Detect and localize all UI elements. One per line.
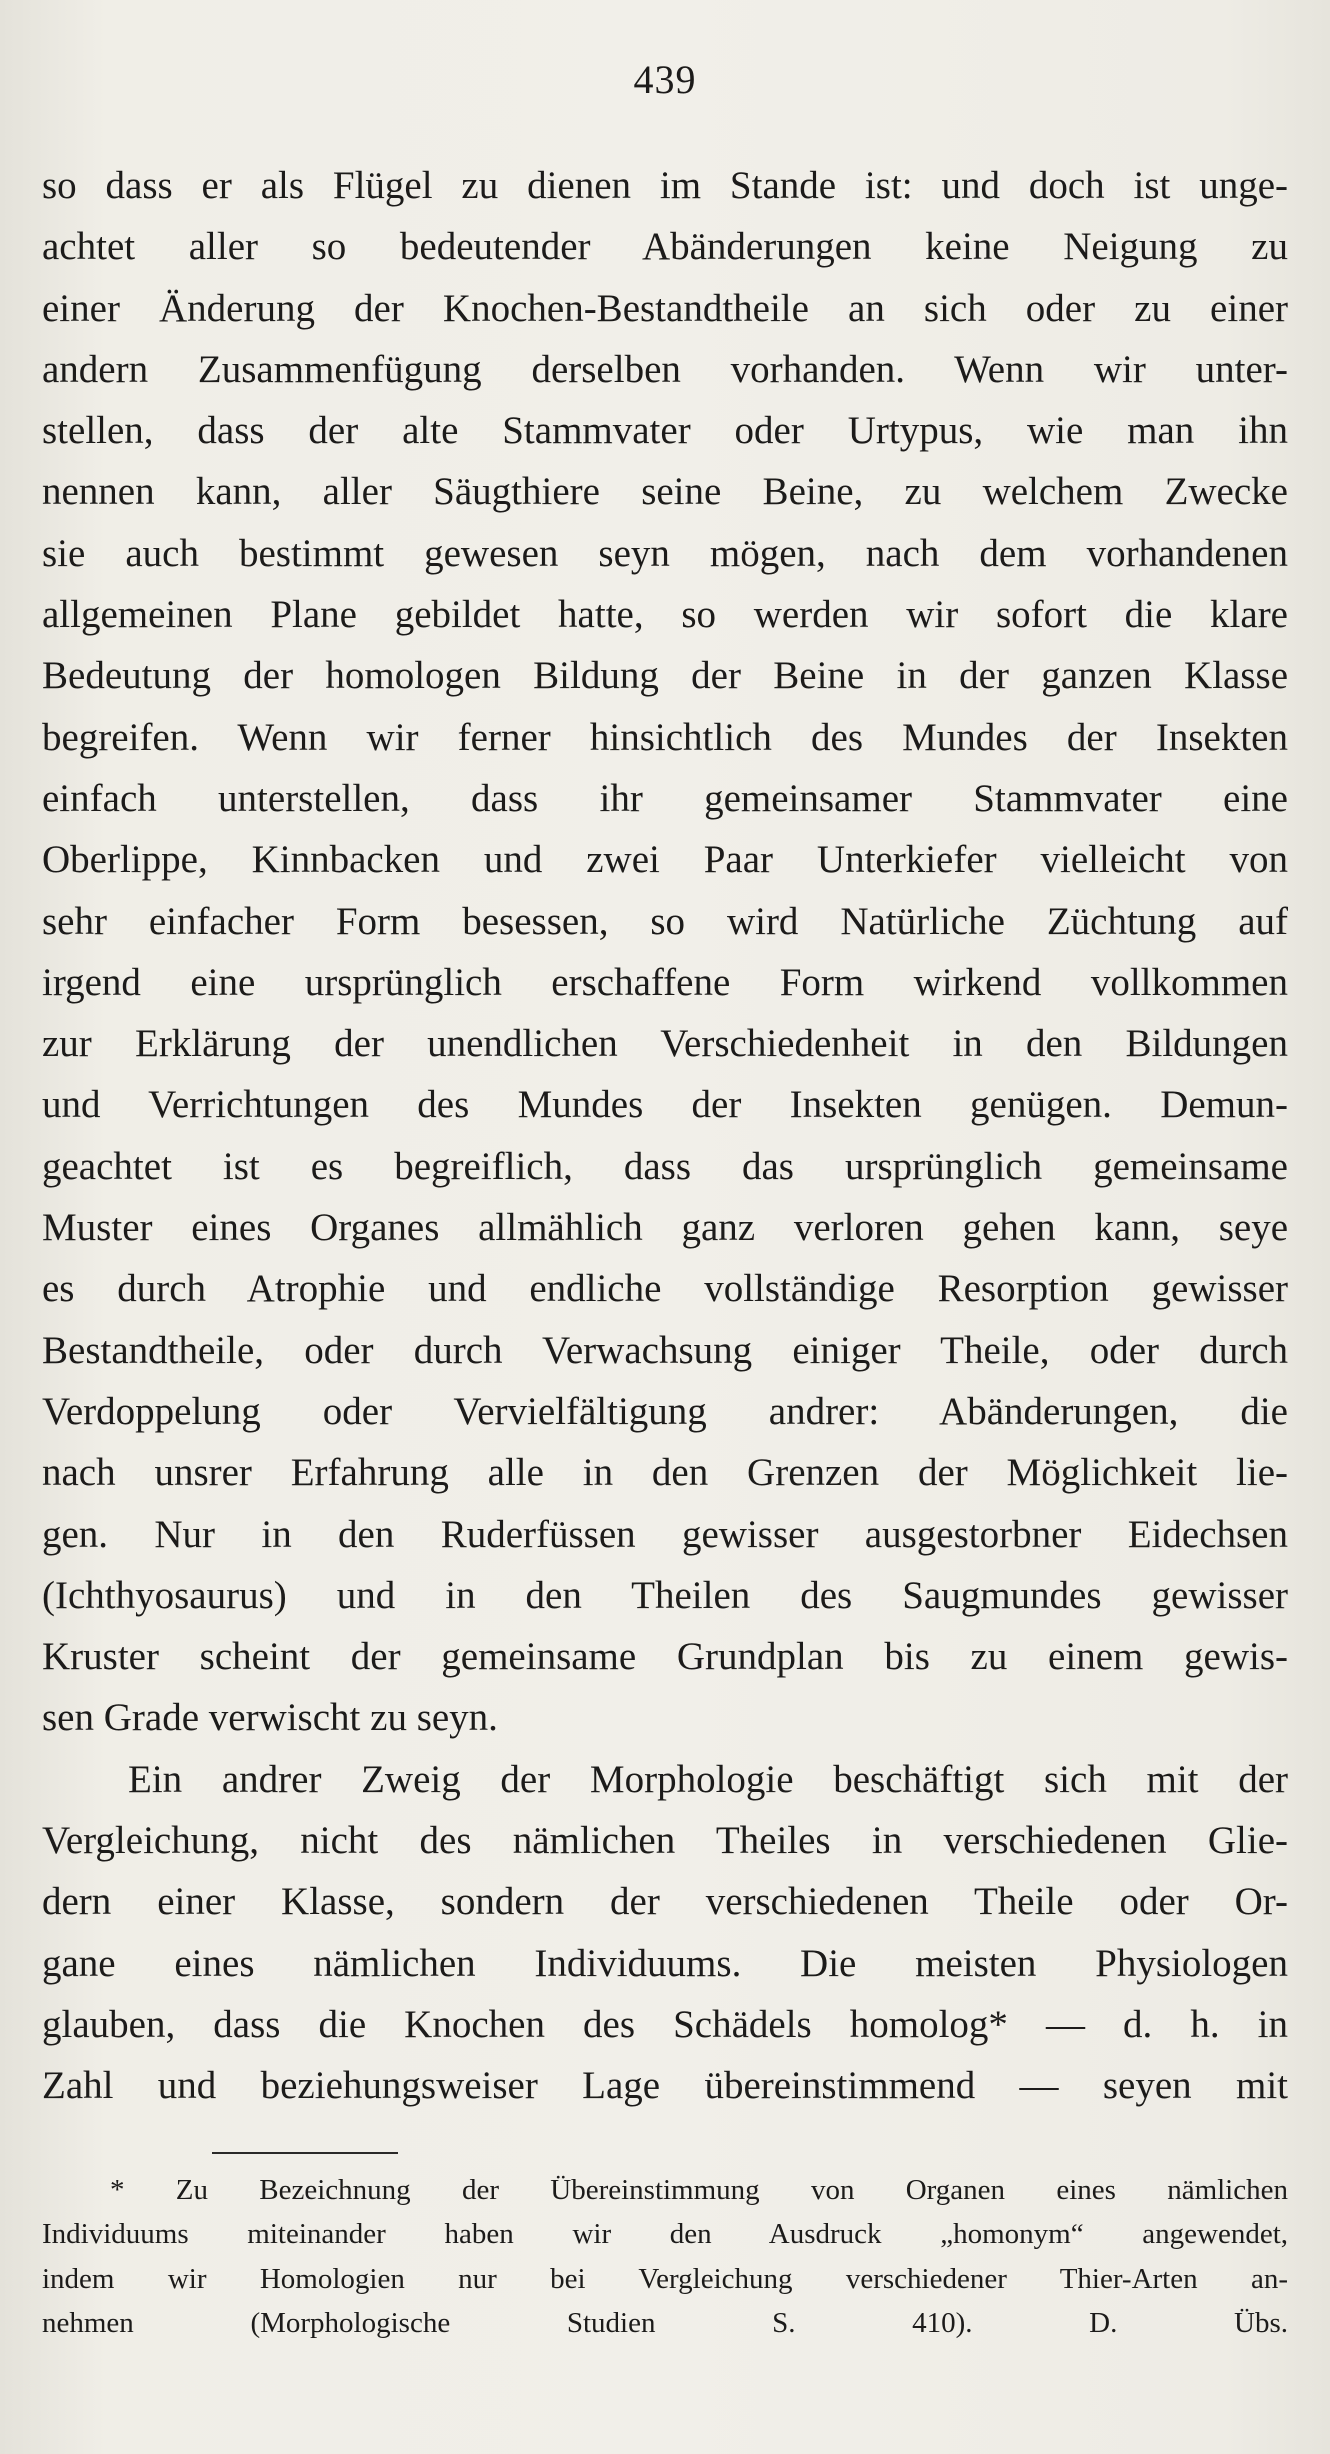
text-line: es durch Atrophie und endliche vollständige Resorption gewisser [42,1267,1288,1311]
page-number: 439 [633,57,697,102]
text-line: nach unsrer Erfahrung alle in den Grenzen der Möglichkeit lie- [42,1451,1288,1495]
text-line: (Ichthyosaurus) und in den Theilen des Saugmundes gewisser [42,1573,1288,1617]
text-line: begreifen. Wenn wir ferner hinsichtlich des Mundes der Insekten [42,715,1288,759]
footnote-divider [212,2152,398,2154]
text-line: einer Änderung der Knochen-Bestandtheile an sich oder zu einer [42,286,1288,330]
text-line: gen. Nur in den Ruderfüssen gewisser ausgestorbner Eidechsen [42,1512,1288,1556]
text-line: dern einer Klasse, sondern der verschiedenen Theile oder Or- [42,1880,1288,1924]
text-line: gane eines nämlichen Individuums. Die meisten Physiologen [42,1941,1288,1985]
text-line: Bestandtheile, oder durch Verwachsung einiger Theile, oder durch [42,1328,1288,1372]
text-line: Kruster scheint der gemeinsame Grundplan bis zu einem gewis- [42,1635,1288,1679]
text-line: stellen, dass der alte Stammvater oder Urtypus, wie man ihn [42,409,1288,453]
text-line: andern Zusammenfügung derselben vorhanden. Wenn wir unter- [42,347,1288,391]
text-line: sie auch bestimmt gewesen seyn mögen, nach dem vorhandenen [42,531,1288,575]
text-line: glauben, dass die Knochen des Schädels homolog* — d. h. in [42,2002,1288,2046]
text-line: allgemeinen Plane gebildet hatte, so werden wir sofort die klare [42,593,1288,637]
text-line: nennen kann, aller Säugthiere seine Beine, zu welchem Zwecke [42,470,1288,514]
text-line: so dass er als Flügel zu dienen im Stande ist: und doch ist unge- [42,164,1288,207]
text-line: irgend eine ursprünglich erschaffene Form wirkend vollkommen [42,960,1288,1004]
text-line: sen Grade verwischt zu seyn. [42,1696,498,1740]
text-line: Muster eines Organes allmählich ganz verloren gehen kann, seye [42,1206,1288,1250]
text-line: sehr einfacher Form besessen, so wird Natürliche Züchtung auf [42,899,1288,943]
footnote-line: Individuums miteinander haben wir den Ausdruck „homonym“ angewendet, [42,2218,1288,2251]
text-line: zur Erklärung der unendlichen Verschiedenheit in den Bildungen [42,1022,1288,1066]
footnote-line: nehmen (Morphologische Studien S. 410). D. Übs. [42,2306,1288,2339]
body-text [42,155,1288,2117]
footnote-line: * Zu Bezeichnung der Übereinstimmung von Organen eines nämlichen [110,2174,1288,2206]
footnote [42,2168,1288,2345]
text-line: Vergleichung, nicht des nämlichen Theiles in verschiedenen Glie- [42,1819,1288,1863]
text-line: einfach unterstellen, dass ihr gemeinsamer Stammvater eine [42,776,1288,820]
text-line: Ein andrer Zweig der Morphologie beschäftigt sich mit der [128,1757,1288,1801]
text-line: Oberlippe, Kinnbacken und zwei Paar Unterkiefer vielleicht von [42,838,1288,882]
footnote-line: indem wir Homologien nur bei Vergleichung verschiedener Thier-Arten an- [42,2262,1288,2295]
text-line: achtet aller so bedeutender Abänderungen keine Neigung zu [42,225,1288,269]
text-line: und Verrichtungen des Mundes der Insekten genügen. Demun- [42,1083,1288,1127]
text-line: Zahl und beziehungsweiser Lage übereinstimmend — seyen mit [42,2064,1288,2108]
text-line: Verdoppelung oder Vervielfältigung andrer: Abänderungen, die [42,1389,1288,1433]
text-line: geachtet ist es begreiflich, dass das ursprünglich gemeinsame [42,1144,1288,1188]
text-line: Bedeutung der homologen Bildung der Beine in der ganzen Klasse [42,654,1288,698]
